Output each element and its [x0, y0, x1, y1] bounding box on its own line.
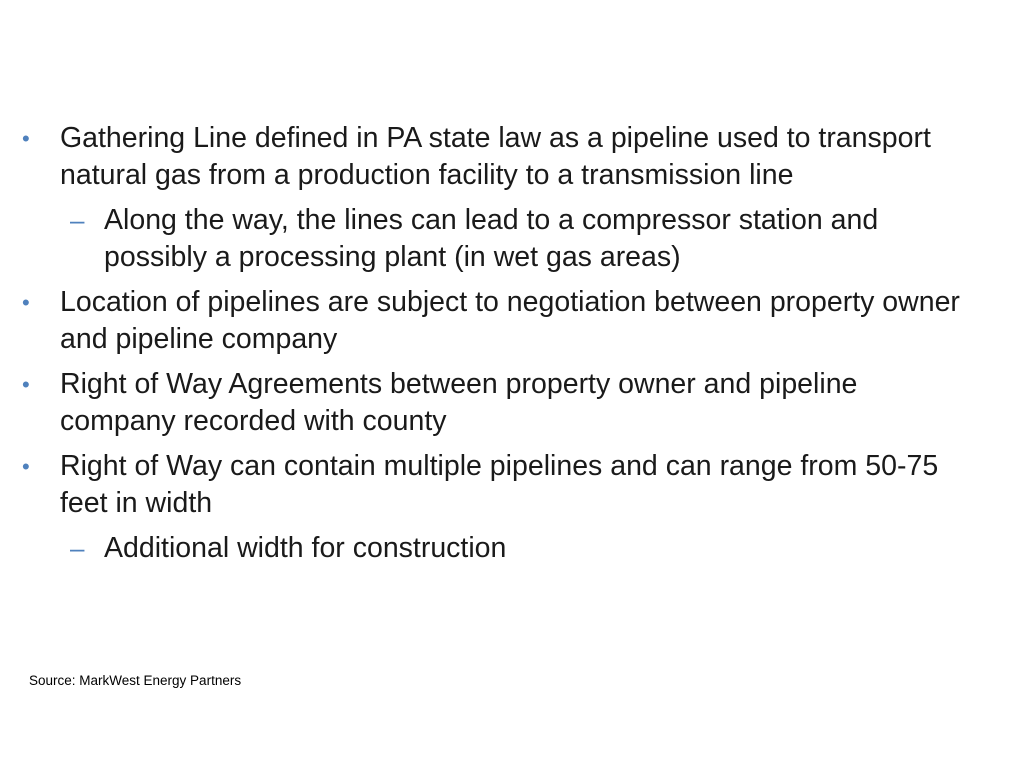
- bullet-marker: •: [22, 290, 30, 315]
- sub-bullet-marker: –: [70, 533, 85, 563]
- bullet-text: Gathering Line defined in PA state law as a pipeline used to transport natural gas from a production facility to a transmission line: [60, 122, 931, 191]
- sub-bullet-text: Along the way, the lines can lead to a compressor station and possibly a processing plant (in wet gas areas): [104, 204, 879, 273]
- bullet-item: [22, 366, 962, 440]
- bullet-item: [22, 284, 962, 358]
- bullet-item: [22, 120, 962, 194]
- bullet-text: Location of pipelines are subject to negotiation between property owner and pipeline company: [60, 286, 960, 355]
- sub-bullet-item: [22, 202, 962, 276]
- bullet-marker: •: [22, 372, 30, 397]
- bullet-text: Right of Way Agreements between property owner and pipeline company recorded with county: [60, 368, 858, 437]
- bullet-text: Right of Way can contain multiple pipelines and can range from 50-75 feet in width: [60, 450, 939, 519]
- bullet-marker: •: [22, 454, 30, 479]
- bullet-list: [22, 120, 962, 567]
- bullet-item: [22, 448, 962, 522]
- sub-bullet-text: Additional width for construction: [104, 532, 507, 564]
- sub-bullet-marker: –: [70, 205, 85, 235]
- source-caption: Source: MarkWest Energy Partners: [29, 673, 242, 688]
- sub-bullet-item: [22, 530, 962, 567]
- bullet-marker: •: [22, 126, 30, 151]
